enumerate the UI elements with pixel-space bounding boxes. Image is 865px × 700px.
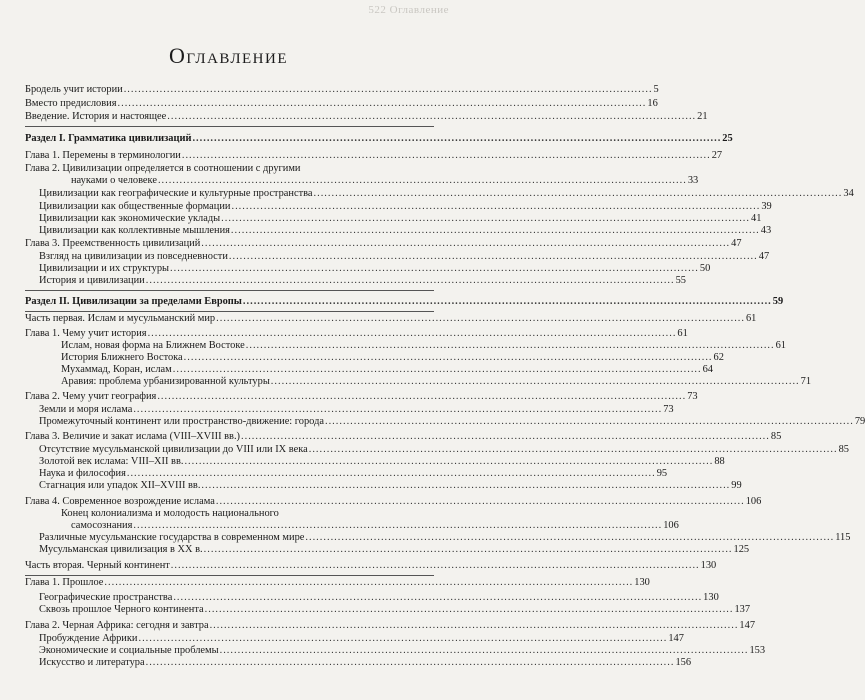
toc-leader-dots [170,263,699,275]
toc-entry-page: 130 [634,577,650,588]
toc-entry-label: Экономические и социальные проблемы [39,645,219,656]
toc-leader-dots [158,175,687,187]
toc-entry-label: История Ближнего Востока [61,352,183,363]
toc-entry-label: Вместо предисловия [25,98,117,109]
toc-entry [25,238,742,250]
toc-entry [25,560,717,572]
toc-entry-label: Бродель учит истории [25,84,123,95]
toc-entry [25,163,434,175]
toc-entry-page: 106 [745,496,762,507]
toc-entry [25,175,699,187]
toc-leader-dots [184,456,713,468]
toc-leader-dots [173,364,702,376]
toc-entry-label: Глава 2. Цивилизации определяется в соотношении с другими [25,163,301,174]
toc-entry [25,520,679,532]
toc-leader-dots [201,238,730,250]
toc-entry-label: Золотой век ислама: VIII–XII вв. [39,456,184,467]
toc-entry-label: Различные мусульманские государства в современном мире [39,532,305,543]
toc-entry-page: 47 [758,251,770,262]
toc-entry-page: 88 [714,456,725,467]
bleed-through-header: 522 Оглавление [368,4,449,16]
toc-leader-dots [229,251,758,263]
toc-entry [25,111,708,123]
toc-entry-page: 43 [760,225,772,236]
toc-entry-page: 39 [761,201,772,212]
toc-leader-dots [167,111,696,123]
toc-entry-label: Глава 4. Современное возрождение ислама [25,496,215,507]
toc-entry [25,328,688,340]
toc-entry [25,444,849,456]
toc-entry [25,468,668,480]
toc-entry-label: Раздел II. Цивилизации за пределами Европы [25,296,242,307]
toc-entry [25,431,782,443]
toc-entry-page: 55 [675,275,686,286]
toc-entry [25,150,723,162]
toc-leader-dots [216,496,745,508]
toc-entry-label: Цивилизации как коллективные мышления [39,225,230,236]
toc-entry-label: Часть вторая. Черный континент [25,560,170,571]
toc-entry-page: 34 [843,188,854,199]
toc-leader-dots [127,468,656,480]
toc-entry-label: Глава 3. Величие и закат ислама (VIII–XVIII вв.) [25,431,241,442]
toc-entry-page: 61 [775,340,786,351]
toc-leader-dots [192,133,721,145]
toc-entry [25,275,686,287]
toc-entry [25,480,742,492]
toc-entry-page: 125 [733,544,750,555]
toc-entry-label: Глава 1. Чему учит история [25,328,147,339]
toc-entry [25,213,762,225]
toc-entry-page: 137 [734,604,751,615]
toc-leader-dots [325,416,854,428]
toc-entry-label: Введение. История и настоящее [25,111,167,122]
toc-entry-label: Цивилизации как географические и культурные пространства [39,188,313,199]
toc-entry-page: 27 [711,150,723,161]
toc-leader-dots [314,188,843,200]
toc-leader-dots [246,340,775,352]
toc-entry-label: Глава 2. Черная Африка: сегодня и завтра [25,620,209,631]
toc-entry-page: 106 [663,520,679,531]
toc-entry-label: Искусство и литература [39,657,145,668]
toc-entry [25,456,725,468]
toc-entry-page: 71 [800,376,812,387]
toc-entry [25,544,750,556]
toc-leader-dots [157,391,686,403]
toc-leader-dots [118,98,647,110]
toc-entry [25,657,692,669]
toc-entry-label: Мусульманская цивилизация в XX в. [39,544,203,555]
toc-entry [25,604,751,616]
toc-entry [25,496,762,508]
toc-entry-label: Раздел I. Грамматика цивилизаций [25,133,192,144]
toc-entry [25,391,698,403]
toc-entry-page: 47 [731,238,742,249]
toc-entry [25,416,865,428]
toc-leader-dots [182,150,711,162]
toc-entry [25,133,733,145]
toc-entry-label: самосознания [71,520,133,531]
toc-entry-page: 41 [751,213,762,224]
toc-leader-dots [138,633,667,645]
toc-entry-label: Конец колониализма и молодость национального [61,508,279,519]
toc-entry-label: Часть первая. Ислам и мусульманский мир [25,313,216,324]
section-divider [25,126,434,127]
toc-entry-page: 16 [647,98,658,109]
toc-entry-label: Стагнация или упадок XII–XVIII вв. [39,480,201,491]
toc-entry-label: Глава 1. Прошлое [25,577,104,588]
toc-leader-dots [133,404,662,416]
toc-entry-page: 73 [687,391,698,402]
toc-entry-page: 156 [675,657,692,668]
toc-entry-page: 50 [699,263,711,274]
toc-entry-label: Отсутствие мусульманской цивилизации до VIII или IX века [39,444,308,455]
toc-leader-dots [309,444,838,456]
toc-entry-page: 147 [739,620,756,631]
toc-leader-dots [146,657,675,669]
toc-entry-page: 130 [700,560,717,571]
section-divider [25,290,434,291]
toc-leader-dots [148,328,677,340]
page-title: Оглавление [168,43,289,68]
toc-entry-page: 59 [772,296,784,307]
toc-leader-dots [243,296,772,308]
toc-leader-dots [231,201,760,213]
toc-leader-dots [271,376,800,388]
toc-leader-dots [210,620,739,632]
toc-entry-label: Взгляд на цивилизации из повседневности [39,251,228,262]
toc-leader-dots [231,225,760,237]
toc-leader-dots [104,577,633,589]
toc-entry-page: 21 [697,111,708,122]
toc-entry-label: Цивилизации как общественные формации [39,201,231,212]
toc-entry-page: 61 [677,328,688,339]
toc-leader-dots [205,604,734,616]
toc-entry-label: Глава 3. Преемственность цивилизаций [25,238,201,249]
toc-entry-page: 33 [687,175,699,186]
toc-leader-dots [220,645,749,657]
toc-entry-page: 25 [722,133,733,144]
toc-leader-dots [173,592,702,604]
toc-entry-label: Земли и моря ислама [39,404,133,415]
toc-entry-label: Пробуждение Африки [39,633,138,644]
toc-entry [25,84,659,96]
toc-leader-dots [204,544,733,556]
toc-leader-dots [146,275,675,287]
toc-entry-page: 95 [656,468,668,479]
toc-entry [25,313,757,325]
toc-entry-page: 115 [835,532,851,543]
toc-entry [25,645,766,657]
toc-leader-dots [171,560,700,572]
toc-leader-dots [201,480,730,492]
toc-entry-page: 147 [668,633,684,644]
toc-entry-label: Мухаммад, Коран, ислам [61,364,172,375]
toc-entry-page: 99 [731,480,742,491]
toc-entry-page: 79 [854,416,865,427]
toc-entry-page: 153 [749,645,766,656]
toc-entry [25,592,719,604]
toc-entry [25,376,812,388]
toc-entry [25,404,674,416]
toc-entry-page: 73 [663,404,674,415]
toc-entry-label: Ислам, новая форма на Ближнем Востоке [61,340,245,351]
toc-entry [25,98,658,110]
toc-entry [25,251,770,263]
toc-entry-page: 61 [745,313,757,324]
toc-entry-page: 85 [770,431,782,442]
toc-entry [25,633,684,645]
toc-entry-label: Промежуточный континент или пространство-движение: города [39,416,324,427]
toc-entry-label: История и цивилизации [39,275,145,286]
toc-leader-dots [216,313,745,325]
toc-entry [25,188,854,200]
toc-leader-dots [124,84,653,96]
toc-entry [25,296,784,308]
toc-entry-label: Аравия: проблема урбанизированной культуры [61,376,270,387]
section-divider [25,311,434,312]
toc-leader-dots [133,520,662,532]
toc-entry-label: Цивилизации как экономические уклады [39,213,221,224]
toc-entry-page: 64 [702,364,713,375]
toc-entry-page: 85 [838,444,849,455]
toc-entry [25,263,711,275]
toc-leader-dots [221,213,750,225]
toc-entry [25,532,851,544]
toc-entry-page: 130 [703,592,719,603]
toc-entry-label: Географические пространства [39,592,173,603]
toc-entry [25,340,786,352]
toc-entry [25,620,756,632]
toc-entry-page: 62 [713,352,724,363]
toc-entry-label: Глава 1. Перемены в терминологии [25,150,181,161]
toc-entry-label: Цивилизации и их структуры [39,263,170,274]
toc-entry-label: науками о человеке [71,175,157,186]
toc-entry-page: 5 [653,84,659,95]
toc-entry [25,577,650,589]
section-divider [25,575,434,576]
toc-leader-dots [184,352,713,364]
toc-entry-label: Глава 2. Чему учит география [25,391,157,402]
toc-entry [25,201,772,213]
toc-entry [25,508,434,520]
toc-entry [25,364,713,376]
toc-entry-label: Наука и философия [39,468,126,479]
toc-leader-dots [241,431,770,443]
toc-leader-dots [305,532,834,544]
toc-entry [25,225,772,237]
toc-entry [25,352,724,364]
toc-entry-label: Сквозь прошлое Черного континента [39,604,204,615]
